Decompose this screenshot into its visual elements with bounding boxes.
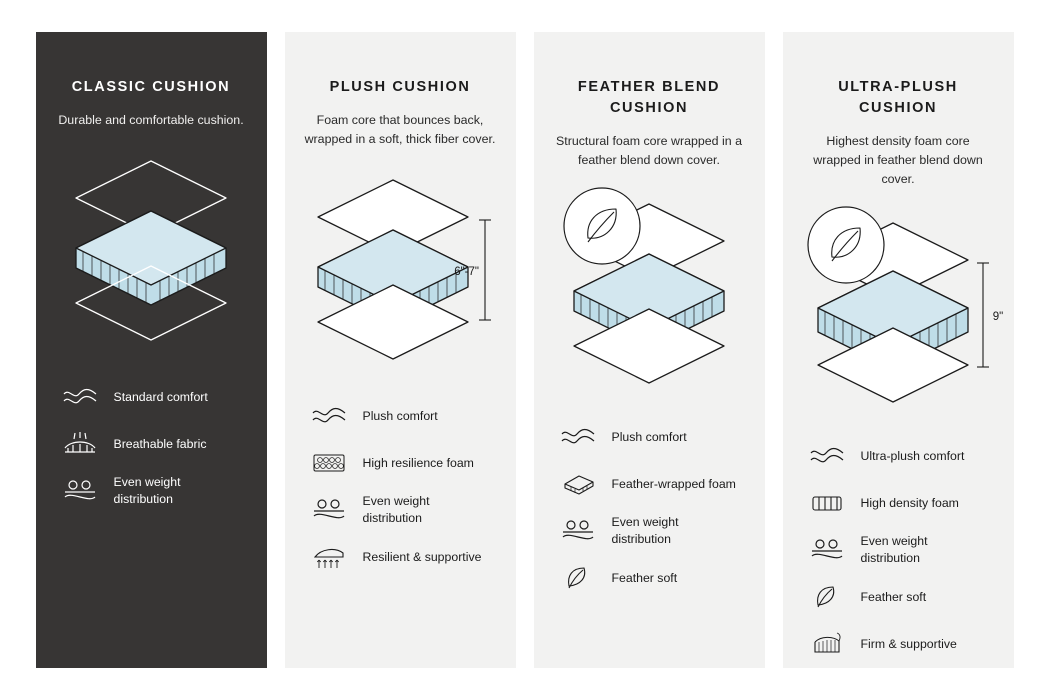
feature-list [309, 393, 492, 581]
panel-description: Durable and comfortable cushion. [58, 113, 244, 128]
feature-label: Plush comfort [362, 408, 438, 423]
panel-description: Structural foam core wrapped in a feather blend down cover. [556, 134, 742, 167]
feature-item [807, 433, 990, 480]
feature-label: Firm & supportive [860, 636, 957, 651]
wave-lines-icon [309, 399, 349, 433]
feature-list [558, 414, 741, 602]
panel-feather-blend-cushion [534, 32, 765, 668]
wave-lines-icon [558, 420, 598, 454]
panel-title: FEATHER BLEND CUSHION [577, 79, 721, 117]
feature-list [60, 374, 243, 515]
panel-title: ULTRA-PLUSH CUSHION [838, 79, 958, 117]
feature-item [807, 527, 990, 574]
feature-label: Resilient & supportive [362, 549, 482, 564]
wave-lines-icon [60, 380, 100, 414]
feature-label: Even weight distribution [860, 534, 928, 566]
feature-item [60, 468, 243, 515]
feature-label: Even weight distribution [113, 475, 181, 507]
feature-item [807, 480, 990, 527]
feature-item [558, 508, 741, 555]
feature-label: Ultra-plush comfort [860, 448, 965, 463]
feature-item [558, 555, 741, 602]
even-weight-icon [60, 474, 100, 508]
feature-label: Standard comfort [113, 389, 208, 404]
feature-label: Breathable fabric [113, 436, 207, 451]
feature-label: Even weight distribution [362, 494, 430, 526]
feather-wrapped-foam-icon [558, 467, 598, 501]
resilient-support-icon [309, 540, 349, 574]
panel-plush-cushion [285, 32, 516, 668]
feature-list [807, 433, 990, 668]
feature-item [309, 487, 492, 534]
even-weight-icon [558, 514, 598, 548]
panel-classic-cushion [36, 32, 267, 668]
feature-item [558, 461, 741, 508]
even-weight-icon [807, 533, 847, 567]
feature-label: Feather-wrapped foam [611, 476, 736, 491]
cushion-exploded-diagram [36, 136, 267, 366]
feature-label: High resilience foam [362, 455, 474, 470]
feature-label: Even weight distribution [611, 515, 679, 547]
feature-item [807, 621, 990, 668]
feature-item [309, 440, 492, 487]
breathable-fabric-icon [60, 427, 100, 461]
firm-support-icon [807, 627, 847, 661]
panel-title: CLASSIC CUSHION [71, 79, 231, 95]
feature-item [60, 374, 243, 421]
feature-label: Plush comfort [611, 429, 687, 444]
feature-item [807, 574, 990, 621]
leaf-icon [558, 561, 598, 595]
panel-ultra-plush-cushion [783, 32, 1014, 668]
panel-title: PLUSH CUSHION [329, 79, 471, 95]
dimension-label: 9" [992, 310, 1003, 323]
panel-description: Highest density foam core wrapped in feather blend down cover. [813, 134, 983, 186]
cushion-exploded-diagram [783, 195, 1014, 425]
leaf-icon [807, 580, 847, 614]
feature-item [60, 421, 243, 468]
feature-item [558, 414, 741, 461]
feature-label: High density foam [860, 495, 959, 510]
even-weight-icon [309, 493, 349, 527]
cushion-exploded-diagram [285, 155, 516, 385]
panel-description: Foam core that bounces back, wrapped in a soft, thick fiber cover. [304, 113, 496, 146]
high-density-foam-icon [807, 486, 847, 520]
honeycomb-foam-icon [309, 446, 349, 480]
dimension-label: 6"-7" [453, 265, 479, 278]
feature-item [309, 393, 492, 440]
feature-label: Feather soft [611, 570, 678, 585]
feature-label: Feather soft [860, 589, 927, 604]
wave-lines-icon [807, 439, 847, 473]
cushion-exploded-diagram [534, 176, 765, 406]
feature-item [309, 534, 492, 581]
